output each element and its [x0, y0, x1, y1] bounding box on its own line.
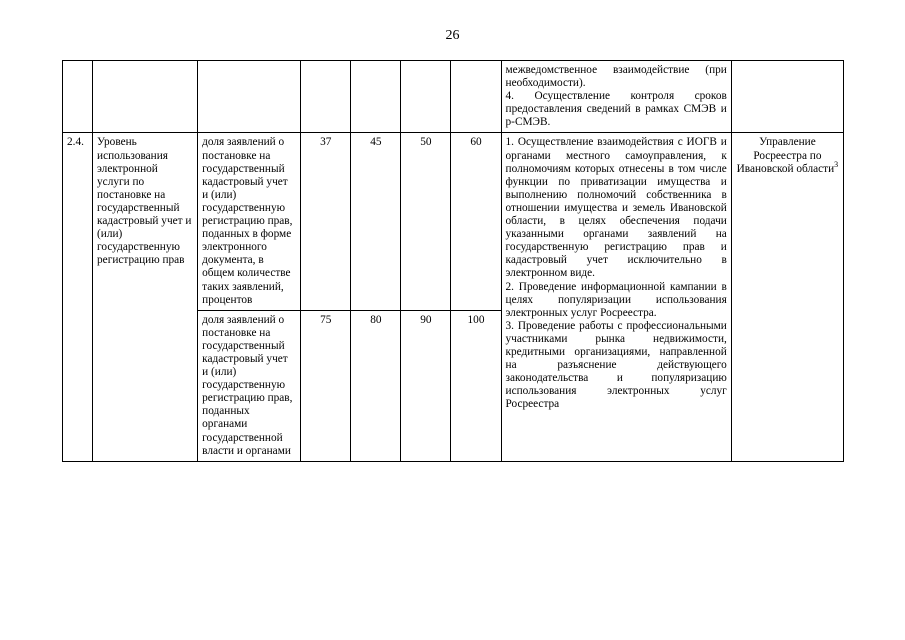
row-number-cell: 2.4. — [63, 133, 93, 461]
row-actions-cell — [501, 133, 731, 461]
row-year2-cell — [351, 61, 401, 133]
row-year1-cell: 37 — [301, 133, 351, 310]
row-year2-cell: 45 — [351, 133, 401, 310]
row-responsible-cell — [731, 133, 843, 461]
indicators-table — [62, 60, 844, 462]
footnote-marker: 3 — [834, 159, 839, 169]
row-actions-cell — [501, 61, 731, 133]
table-row — [63, 61, 844, 133]
row-year4-cell: 60 — [451, 133, 501, 310]
row-number-cell — [63, 61, 93, 133]
row-year3-cell: 50 — [401, 133, 451, 310]
row-year1-cell: 75 — [301, 310, 351, 461]
row-indicator-cell — [198, 61, 301, 133]
row-name-cell — [93, 61, 198, 133]
row-indicator-cell: доля заявлений о постановке на государственный кадастровый учет и (или) государственную регистрацию прав, поданных в форме электронного документа, в общем количестве таких заявлений, процентов — [198, 133, 301, 310]
table-row — [63, 133, 844, 310]
action-line: 3. Проведение работы с профессиональными участниками рынка недвижимости, кредитными организациями, направленной на разъяснение действующего законодательства и популяризацию использования электронных услуг Росреестра — [505, 319, 727, 411]
row-year4-cell: 100 — [451, 310, 501, 461]
page-number: 26 — [445, 28, 460, 43]
row-year3-cell — [401, 61, 451, 133]
row-indicator-cell: доля заявлений о постановке на государственный кадастровый учет и (или) государственную регистрацию прав, поданных органами государственной власти и органами — [198, 310, 301, 461]
action-line: 4. Осуществление контроля сроков предоставления сведений в рамках СМЭВ и р-СМЭВ. — [505, 90, 727, 129]
row-responsible-cell — [731, 61, 843, 133]
responsible-text: Управление Росреестра по Ивановской области — [736, 136, 835, 175]
action-line: 2. Проведение информационной кампании в целях популяризации использования электронных услуг Росреестра. — [505, 280, 727, 319]
row-year2-cell: 80 — [351, 310, 401, 461]
row-year3-cell: 90 — [401, 310, 451, 461]
row-name-cell: Уровень использования электронной услуги по постановке на государственный кадастровый учет и (или) государственную регистрацию прав — [93, 133, 198, 461]
row-year1-cell — [301, 61, 351, 133]
action-line: межведомственное взаимодействие (при необходимости). — [505, 64, 727, 90]
action-line: 1. Осуществление взаимодействия с ИОГВ и органами местного самоуправления, к полномочиям которых отнесены в том числе функции по приватизации имущества и выполнению полномочий собственника в отношении имущества и земель Ивановской области, в целях обеспечения подачи указанными органами заявлений на государственную регистрацию прав и кадастровый учет исключительно в электронном виде. — [505, 136, 727, 280]
row-year4-cell — [451, 61, 501, 133]
